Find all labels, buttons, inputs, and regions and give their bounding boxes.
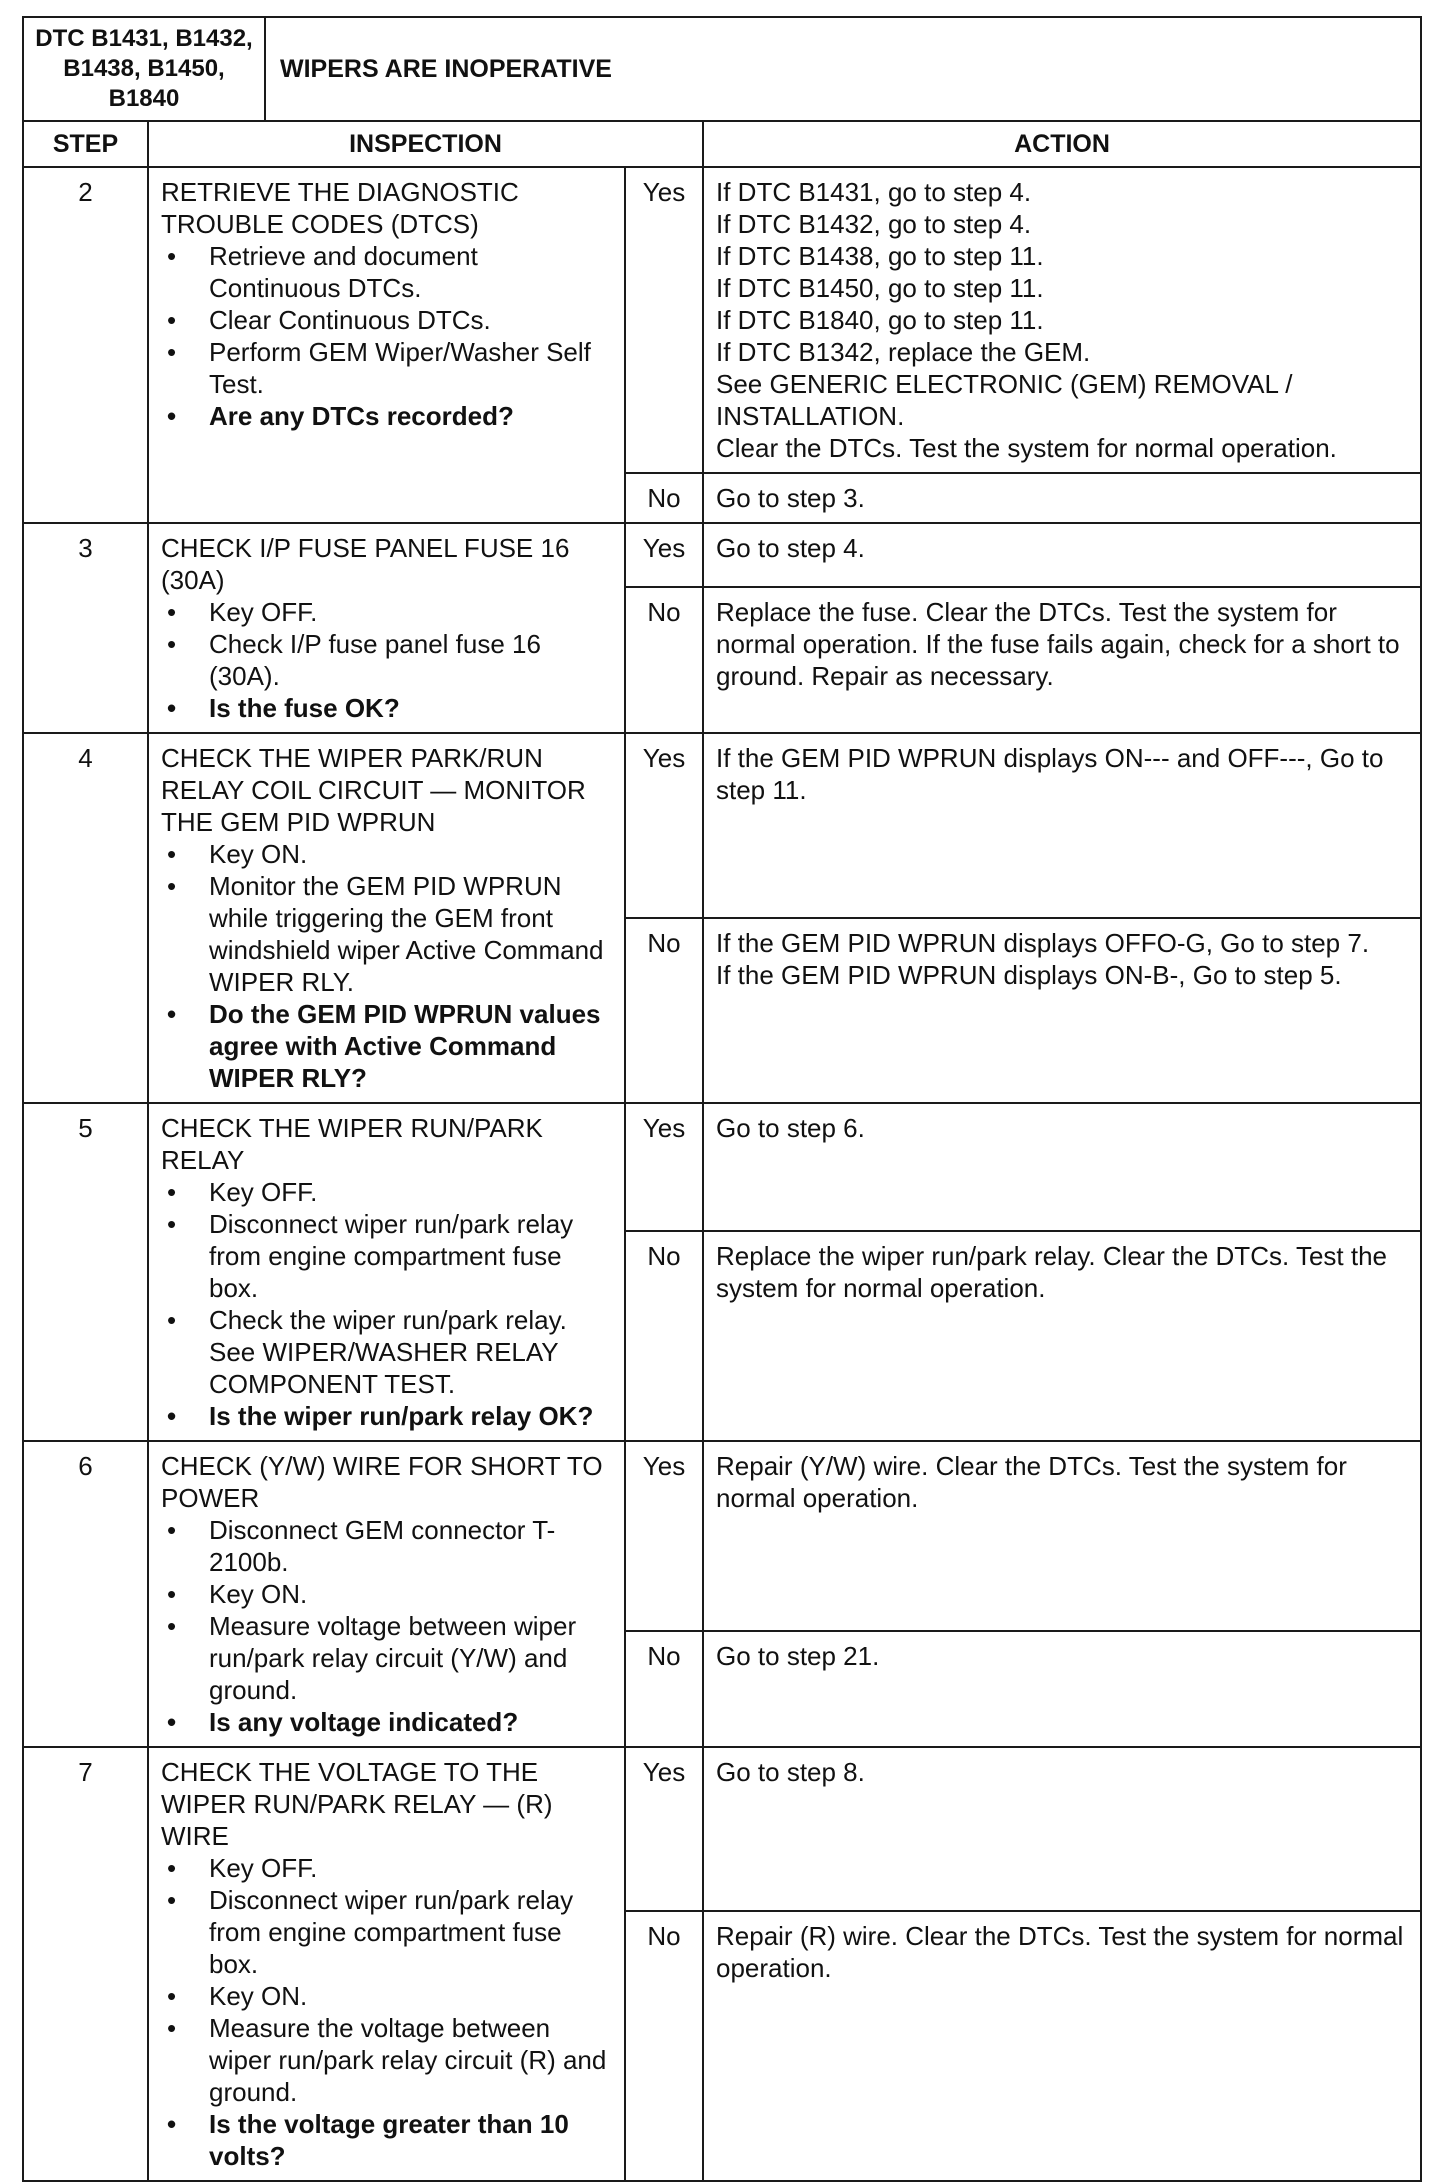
action-no: [703, 1231, 1421, 1441]
answer-no: No: [625, 473, 703, 523]
inspection-cell: [148, 1747, 625, 2181]
inspection-bullet: • Key ON.: [161, 838, 612, 870]
action-yes-line: If DTC B1431, go to step 4.: [716, 177, 1032, 207]
inspection-bullet: • Clear Continuous DTCs.: [161, 304, 612, 336]
inspection-question: • Do the GEM PID WPRUN values agree with Active Command WIPER RLY?: [161, 998, 612, 1094]
inspection-title: CHECK (Y/W) WIRE FOR SHORT TO POWER: [161, 1451, 603, 1513]
inspection-bullet: • Measure voltage between wiper run/park relay circuit (Y/W) and ground.: [161, 1610, 612, 1706]
inspection-bullet: • Check the wiper run/park relay. See WIPER/WASHER RELAY COMPONENT TEST.: [161, 1304, 612, 1400]
action-yes: [703, 1441, 1421, 1631]
action-no-line: Replace the wiper run/park relay. Clear the DTCs. Test the system for normal operation.: [716, 1241, 1387, 1304]
dtc-codes-line-2: B1438, B1450, B1840: [63, 55, 225, 112]
action-yes: [703, 1103, 1421, 1231]
step-row-yes: [23, 523, 1421, 587]
action-yes-line: See GENERIC ELECTRONIC (GEM) REMOVAL / INSTALLATION.: [716, 369, 1293, 431]
inspection-cell: [148, 1103, 625, 1441]
action-yes-line: Go to step 6.: [716, 1113, 865, 1143]
action-no: [703, 918, 1421, 1103]
inspection-bullet: • Disconnect wiper run/park relay from engine compartment fuse box.: [161, 1884, 612, 1980]
answer-no: No: [625, 918, 703, 1103]
inspection-bullet: • Check I/P fuse panel fuse 16 (30A).: [161, 628, 612, 692]
action-yes: [703, 167, 1421, 473]
inspection-bullet: • Retrieve and document Continuous DTCs.: [161, 240, 612, 304]
answer-no: No: [625, 1911, 703, 2181]
step-row-yes: [23, 733, 1421, 918]
inspection-bullet: • Disconnect GEM connector T-2100b.: [161, 1514, 612, 1578]
step-number: 2: [23, 167, 148, 523]
action-no-line: If the GEM PID WPRUN displays ON-B-, Go to step 5.: [716, 960, 1342, 990]
action-yes-line: Clear the DTCs. Test the system for normal operation.: [716, 433, 1337, 463]
inspection-question: • Is any voltage indicated?: [161, 1706, 612, 1738]
inspection-cell: [148, 1441, 625, 1747]
inspection-question: • Is the wiper run/park relay OK?: [161, 1400, 612, 1432]
action-yes: [703, 733, 1421, 918]
inspection-title: CHECK I/P FUSE PANEL FUSE 16 (30A): [161, 533, 570, 595]
page-title: WIPERS ARE INOPERATIVE: [265, 17, 1421, 121]
inspection-bullet: • Perform GEM Wiper/Washer Self Test.: [161, 336, 612, 400]
inspection-bullet: • Key OFF.: [161, 596, 612, 628]
action-no-line: Replace the fuse. Clear the DTCs. Test the system for normal operation. If the fuse fails again, check for a short to ground. Repair as necessary.: [716, 597, 1400, 692]
inspection-bullet: • Key ON.: [161, 1980, 612, 2012]
dtc-codes-line-1: DTC B1431, B1432,: [35, 25, 253, 52]
step-row-yes: [23, 1747, 1421, 1911]
inspection-question: • Are any DTCs recorded?: [161, 400, 612, 432]
action-no: [703, 473, 1421, 523]
inspection-cell: [148, 167, 625, 523]
action-yes-line: If the GEM PID WPRUN displays ON--- and OFF---, Go to step 11.: [716, 743, 1384, 805]
inspection-question: • Is the fuse OK?: [161, 692, 612, 724]
inspection-cell: [148, 733, 625, 1103]
step-number: 3: [23, 523, 148, 733]
inspection-bullet: • Measure the voltage between wiper run/park relay circuit (R) and ground.: [161, 2012, 612, 2108]
step-row-yes: [23, 1441, 1421, 1631]
diagnostic-table: [22, 16, 1422, 2182]
answer-yes: Yes: [625, 1441, 703, 1631]
action-no-line: Repair (R) wire. Clear the DTCs. Test the system for normal operation.: [716, 1921, 1404, 1984]
action-yes-line: Go to step 8.: [716, 1757, 865, 1787]
inspection-title: CHECK THE VOLTAGE TO THE WIPER RUN/PARK RELAY — (R) WIRE: [161, 1757, 553, 1851]
inspection-bullet: • Key OFF.: [161, 1176, 612, 1208]
step-number: 6: [23, 1441, 148, 1747]
column-header-action: ACTION: [703, 121, 1421, 167]
step-row-yes: [23, 1103, 1421, 1231]
title-row: [23, 17, 1421, 121]
action-yes-line: If DTC B1432, go to step 4.: [716, 209, 1032, 239]
inspection-title: CHECK THE WIPER PARK/RUN RELAY COIL CIRCUIT — MONITOR THE GEM PID WPRUN: [161, 743, 586, 837]
answer-yes: Yes: [625, 523, 703, 587]
step-row-yes: [23, 167, 1421, 473]
action-yes: [703, 1747, 1421, 1911]
inspection-bullet: • Monitor the GEM PID WPRUN while triggering the GEM front windshield wiper Active Command WIPER RLY.: [161, 870, 612, 998]
inspection-bullets: [161, 838, 612, 1094]
action-no-line: Go to step 21.: [716, 1641, 880, 1672]
column-header-inspection: INSPECTION: [148, 121, 703, 167]
inspection-question: • Is the voltage greater than 10 volts?: [161, 2108, 612, 2172]
action-no: [703, 1911, 1421, 2181]
answer-no: No: [625, 587, 703, 733]
action-yes-line: If DTC B1438, go to step 11.: [716, 241, 1044, 271]
action-no-line: Go to step 3.: [716, 483, 865, 513]
inspection-bullets: [161, 240, 612, 432]
inspection-bullet: • Key OFF.: [161, 1852, 612, 1884]
action-no-line: If the GEM PID WPRUN displays OFFO-G, Go to step 7.: [716, 928, 1370, 958]
inspection-cell: [148, 523, 625, 733]
step-number: 7: [23, 1747, 148, 2181]
action-yes-line: Repair (Y/W) wire. Clear the DTCs. Test the system for normal operation.: [716, 1451, 1347, 1513]
inspection-bullet: • Disconnect wiper run/park relay from engine compartment fuse box.: [161, 1208, 612, 1304]
action-no: [703, 1631, 1421, 1747]
inspection-bullets: [161, 1852, 612, 2172]
column-header-step: STEP: [23, 121, 148, 167]
answer-yes: Yes: [625, 1747, 703, 1911]
action-yes-line: If DTC B1840, go to step 11.: [716, 305, 1044, 335]
action-no: [703, 587, 1421, 733]
answer-yes: Yes: [625, 1103, 703, 1231]
inspection-bullets: [161, 1514, 612, 1738]
answer-no: No: [625, 1631, 703, 1747]
answer-yes: Yes: [625, 167, 703, 473]
inspection-bullets: [161, 596, 612, 724]
dtc-codes-cell: [23, 17, 265, 121]
action-yes: [703, 523, 1421, 587]
step-number: 5: [23, 1103, 148, 1441]
step-number: 4: [23, 733, 148, 1103]
action-yes-line: If DTC B1342, replace the GEM.: [716, 337, 1091, 367]
action-yes-line: Go to step 4.: [716, 533, 865, 563]
inspection-bullet: • Key ON.: [161, 1578, 612, 1610]
inspection-bullets: [161, 1176, 612, 1432]
answer-no: No: [625, 1231, 703, 1441]
action-yes-line: If DTC B1450, go to step 11.: [716, 273, 1044, 303]
inspection-title: CHECK THE WIPER RUN/PARK RELAY: [161, 1113, 543, 1175]
column-header-row: [23, 121, 1421, 167]
inspection-title: RETRIEVE THE DIAGNOSTIC TROUBLE CODES (DTCS): [161, 177, 519, 239]
answer-yes: Yes: [625, 733, 703, 918]
